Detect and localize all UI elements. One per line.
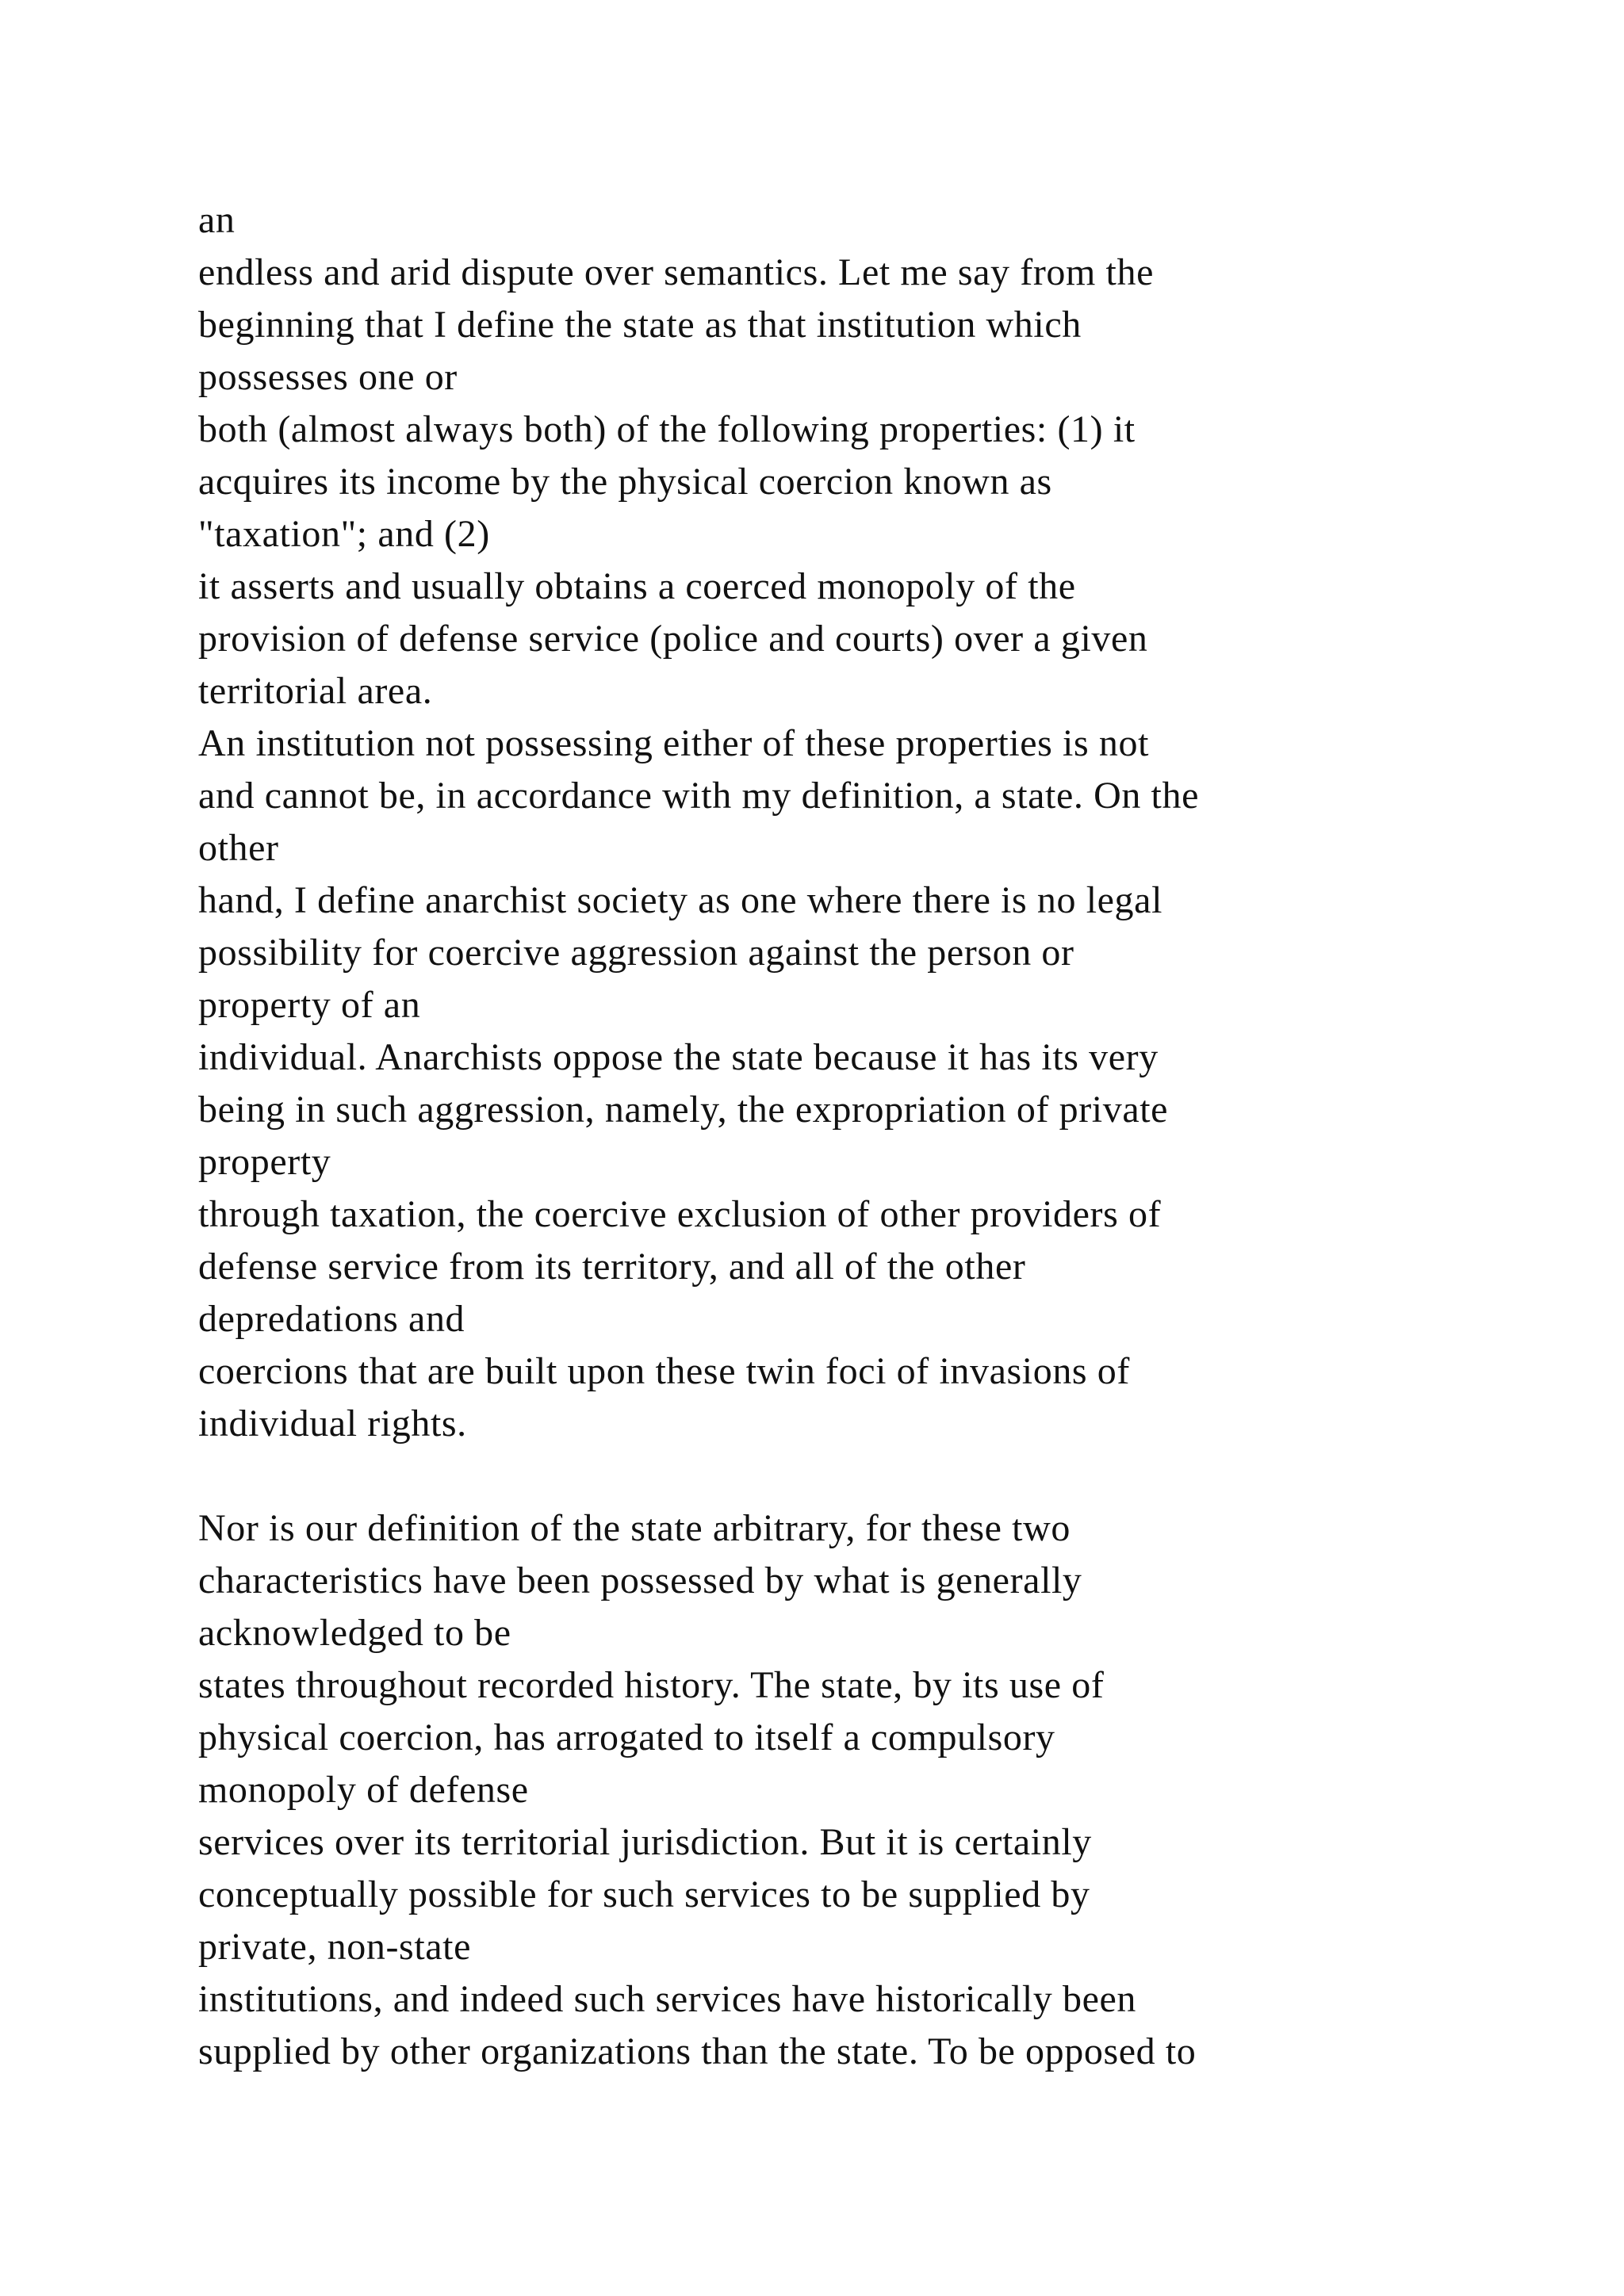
text-line: territorial area. bbox=[198, 670, 433, 712]
text-line: depredations and bbox=[198, 1298, 465, 1340]
paragraph-break bbox=[198, 1450, 1610, 1502]
text-line: acknowledged to be bbox=[198, 1612, 511, 1654]
text-line: acquires its income by the physical coercion known as bbox=[198, 461, 1052, 503]
text-line: other bbox=[198, 827, 279, 869]
text-line: defense service from its territory, and all of the other bbox=[198, 1246, 1026, 1288]
text-line: being in such aggression, namely, the expropriation of private bbox=[198, 1089, 1169, 1131]
text-line: hand, I define anarchist society as one where there is no legal bbox=[198, 879, 1163, 921]
text-line: through taxation, the coercive exclusion of other providers of bbox=[198, 1193, 1162, 1235]
text-line: physical coercion, has arrogated to itself a compulsory bbox=[198, 1716, 1055, 1758]
text-line: an bbox=[198, 199, 236, 241]
text-line: provision of defense service (police and courts) over a given bbox=[198, 618, 1148, 660]
text-line: An institution not possessing either of these properties is not bbox=[198, 722, 1150, 764]
text-line: and cannot be, in accordance with my definition, a state. On the bbox=[198, 775, 1199, 817]
text-line: supplied by other organizations than the state. To be opposed to bbox=[198, 2030, 1197, 2072]
text-line: individual. Anarchists oppose the state because it has its very bbox=[198, 1036, 1159, 1078]
text-line: services over its territorial jurisdiction. But it is certainly bbox=[198, 1821, 1092, 1863]
text-line: both (almost always both) of the following properties: (1) it bbox=[198, 408, 1136, 450]
text-line: Nor is our definition of the state arbitrary, for these two bbox=[198, 1507, 1071, 1549]
text-line: possibility for coercive aggression against the person or bbox=[198, 932, 1074, 974]
text-line: possesses one or bbox=[198, 356, 458, 398]
text-line: monopoly of defense bbox=[198, 1769, 529, 1811]
text-line: beginning that I define the state as that institution which bbox=[198, 304, 1082, 346]
text-line: characteristics have been possessed by what is generally bbox=[198, 1559, 1082, 1601]
text-line: individual rights. bbox=[198, 1402, 467, 1445]
text-line: it asserts and usually obtains a coerced monopoly of the bbox=[198, 565, 1076, 607]
text-line: endless and arid dispute over semantics. Let me say from the bbox=[198, 251, 1154, 293]
text-line: institutions, and indeed such services have historically been bbox=[198, 1978, 1136, 2020]
document-body bbox=[198, 194, 1610, 2078]
text-line: "taxation"; and (2) bbox=[198, 513, 490, 555]
text-line: private, non-state bbox=[198, 1926, 472, 1968]
text-line: coercions that are built upon these twin foci of invasions of bbox=[198, 1350, 1130, 1392]
text-line: property bbox=[198, 1141, 331, 1183]
text-line: states throughout recorded history. The state, by its use of bbox=[198, 1664, 1105, 1706]
text-line: conceptually possible for such services to be supplied by bbox=[198, 1873, 1090, 1915]
text-line: property of an bbox=[198, 984, 421, 1026]
